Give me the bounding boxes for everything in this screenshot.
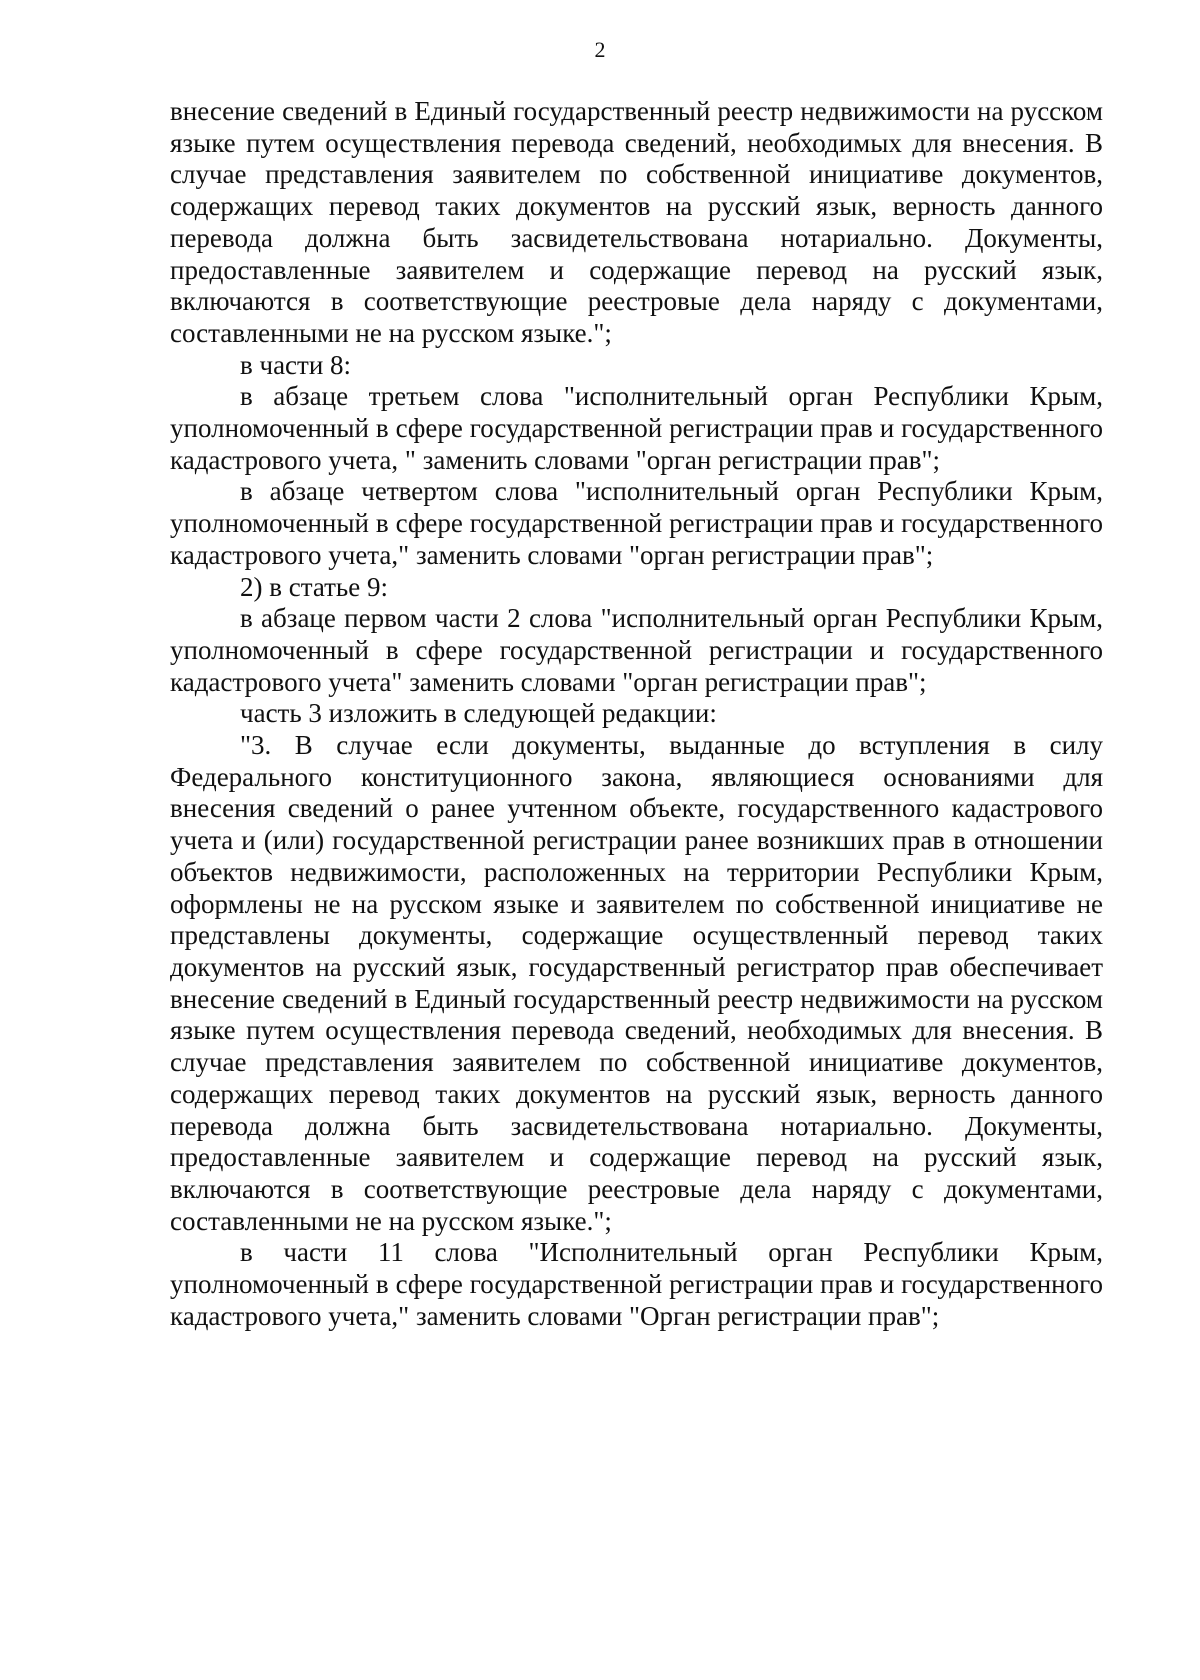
- paragraph-part-2: в абзаце первом части 2 слова "исполнительный орган Республики Крым, уполномоченный в сфере государственной регистрации и государственного кадастрового учета" заменить словами "орган регистрации прав";: [170, 603, 1103, 697]
- document-body: [170, 96, 1103, 1332]
- paragraph-abzac-4: в абзаце четвертом слова "исполнительный орган Республики Крым, уполномоченный в сфере государственной регистрации прав и государственного кадастрового учета," заменить словами "орган регистрации прав";: [170, 476, 1103, 570]
- paragraph-continued: внесение сведений в Единый государственный реестр недвижимости на русском языке путем осуществления перевода сведений, необходимых для внесения. В случае представления заявителем по собственной инициативе документов, содержащих перевод таких документов на русский язык, верность данного перевода должна быть засвидетельствована нотариально. Документы, предоставленные заявителем и содержащие перевод на русский язык, включаются в соответствующие реестровые дела наряду с документами, составленными не на русском языке.";: [170, 96, 1103, 348]
- paragraph-abzac-3: в абзаце третьем слова "исполнительный орган Республики Крым, уполномоченный в сфере государственной регистрации прав и государственного кадастрового учета, " заменить словами "орган регистрации прав";: [170, 381, 1103, 475]
- paragraph-part-11: в части 11 слова "Исполнительный орган Республики Крым, уполномоченный в сфере государственной регистрации прав и государственного кадастрового учета," заменить словами "Орган регистрации прав";: [170, 1237, 1103, 1331]
- paragraph-part-3-intro: часть 3 изложить в следующей редакции:: [240, 698, 717, 729]
- paragraph-part-8-heading: в части 8:: [240, 349, 352, 380]
- paragraph-part-3-text: "3. В случае если документы, выданные до вступления в силу Федерального конституционного закона, являющиеся основаниями для внесения сведений о ранее учтенном объекте, государственного кадастрового учета и (или) государственной регистрации ранее возникших прав в отношении объектов недвижимости, расположенных на территории Республики Крым, оформлены не на русском языке и заявителем по собственной инициативе не представлены документы, содержащие осуществленный перевод таких документов на русский язык, государственный регистратор прав обеспечивает внесение сведений в Единый государственный реестр недвижимости на русском языке путем осуществления перевода сведений, необходимых для внесения. В случае представления заявителем по собственной инициативе документов, содержащих перевод таких документов на русский язык, верность данного перевода должна быть засвидетельствована нотариально. Документы, предоставленные заявителем и содержащие перевод на русский язык, включаются в соответствующие реестровые дела наряду с документами, составленными не на русском языке.";: [170, 730, 1103, 1236]
- page-number: 2: [594, 37, 606, 62]
- paragraph-article-9-heading: 2) в статье 9:: [240, 571, 388, 602]
